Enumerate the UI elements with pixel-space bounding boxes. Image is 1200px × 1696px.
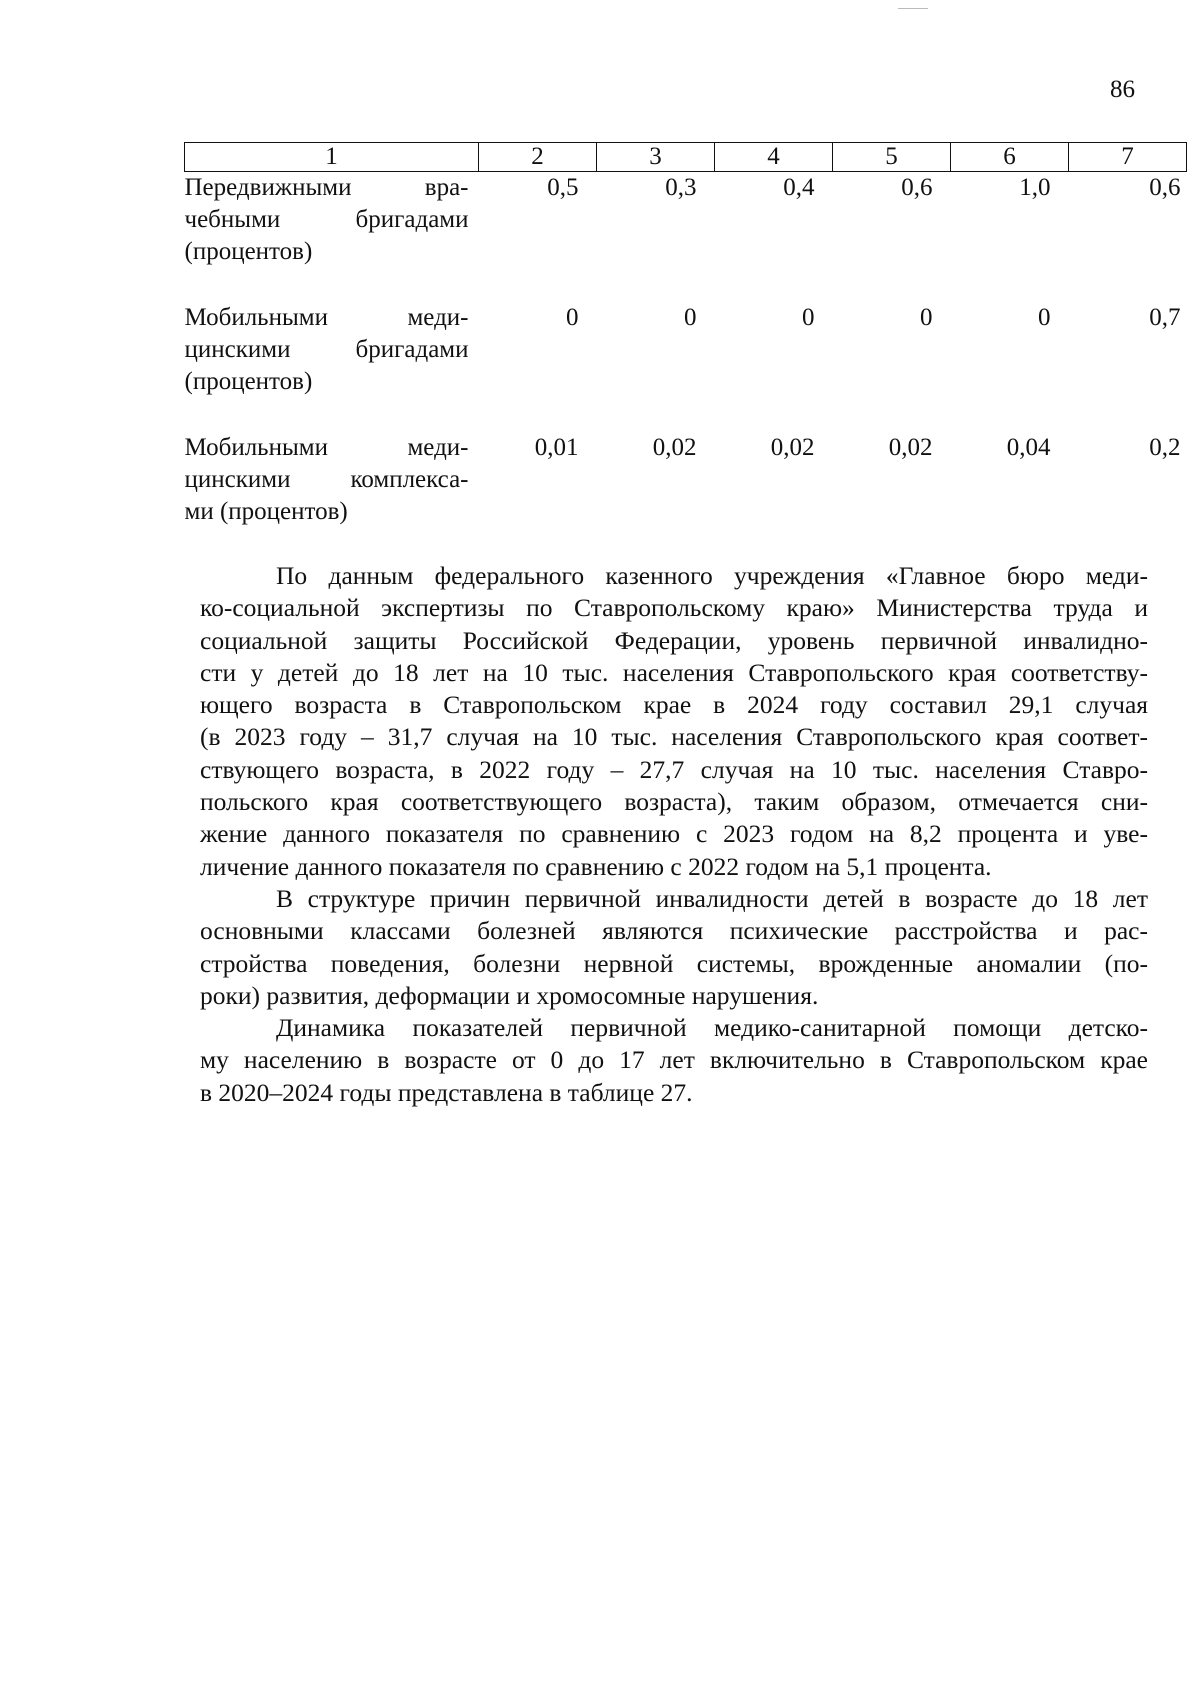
text-line: в 2020–2024 годы представлена в таблице 27.	[200, 1077, 693, 1107]
body-text	[200, 560, 1148, 1109]
table-header-row	[185, 143, 1187, 172]
text-line: польского края соответствующего возраста), таким образом, отмечается сни-	[200, 787, 1148, 817]
column-header: 3	[597, 143, 715, 172]
row-label-line: ми (процентов)	[184, 498, 348, 525]
text-line: личение данного показателя по сравнению с 2022 годом на 5,1 процента.	[200, 851, 992, 881]
row-label	[185, 432, 479, 528]
table-row	[185, 172, 1187, 269]
text-line: Динамика показателей первичной медико-санитарной помощи детско-	[276, 1013, 1148, 1043]
text-line: социальной защиты Российской Федерации, уровень первичной инвалидно-	[200, 625, 1148, 655]
row-label-line: (процентов)	[184, 368, 313, 395]
paragraph	[200, 1012, 1148, 1109]
table-cell: 0,02	[652, 434, 697, 461]
table-cell: 1,0	[1019, 174, 1051, 201]
page-number: 86	[1110, 76, 1135, 103]
column-header: 5	[833, 143, 951, 172]
text-line: ствующего возраста, в 2022 году – 27,7 случая на 10 тыс. населения Ставро-	[200, 754, 1148, 784]
table-cell: 0,6	[1149, 174, 1181, 201]
text-line: стройства поведения, болезни нервной системы, врожденные аномалии (по-	[200, 948, 1148, 978]
table-cell: 0,7	[1149, 304, 1181, 331]
text-line: ющего возраста в Ставропольском крае в 2024 году составил 29,1 случая	[200, 690, 1148, 720]
column-header: 2	[479, 143, 597, 172]
table-row	[185, 302, 1187, 398]
text-line: сти у детей до 18 лет на 10 тыс. населения Ставропольского края соответству-	[200, 657, 1148, 687]
table-cell: 0,3	[665, 174, 697, 201]
column-header: 1	[185, 143, 479, 172]
text-line: ко-социальной экспертизы по Ставропольскому краю» Министерства труда и	[200, 593, 1148, 623]
table-cell: 0,5	[547, 174, 579, 201]
row-label-line: Передвижными вра-	[184, 174, 469, 201]
row-label	[185, 302, 479, 398]
table-cell: 0	[566, 304, 579, 331]
text-line: основными классами болезней являются психические расстройства и рас-	[200, 916, 1148, 946]
scan-artifact	[898, 8, 928, 9]
paragraph	[200, 883, 1148, 1012]
table-cell: 0	[684, 304, 697, 331]
table-cell: 0,4	[783, 174, 815, 201]
table-cell: 0,01	[534, 434, 579, 461]
text-line: (в 2023 году – 31,7 случая на 10 тыс. населения Ставропольского края соответ-	[200, 722, 1148, 752]
row-label-line: цинскими бригадами	[184, 336, 469, 363]
row-label-line: цинскими комплекса-	[184, 466, 469, 493]
column-header: 7	[1069, 143, 1187, 172]
table-cell: 0,6	[901, 174, 933, 201]
text-line: В структуре причин первичной инвалидности детей в возрасте до 18 лет	[276, 883, 1148, 913]
table-cell: 0	[802, 304, 815, 331]
text-line: жение данного показателя по сравнению с 2023 годом на 8,2 процента и уве-	[200, 819, 1148, 849]
row-label-line: (процентов)	[184, 238, 313, 265]
table-row	[185, 432, 1187, 528]
text-line: роки) развития, деформации и хромосомные нарушения.	[200, 980, 819, 1010]
row-label	[185, 172, 479, 269]
table-cell: 0,2	[1149, 434, 1181, 461]
data-table	[184, 142, 1187, 528]
text-line: По данным федерального казенного учреждения «Главное бюро меди-	[276, 561, 1148, 590]
column-header: 4	[715, 143, 833, 172]
paragraph	[200, 560, 1148, 883]
row-label-line: Мобильными меди-	[184, 434, 469, 461]
row-label-line: чебными бригадами	[184, 206, 469, 233]
table-cell: 0,02	[888, 434, 933, 461]
table-cell: 0,02	[770, 434, 815, 461]
column-header: 6	[951, 143, 1069, 172]
row-label-line: Мобильными меди-	[184, 304, 469, 331]
table-cell: 0,04	[1006, 434, 1051, 461]
text-line: му населению в возрасте от 0 до 17 лет включительно в Ставропольском крае	[200, 1045, 1148, 1075]
table-cell: 0	[920, 304, 933, 331]
table-cell: 0	[1038, 304, 1051, 331]
